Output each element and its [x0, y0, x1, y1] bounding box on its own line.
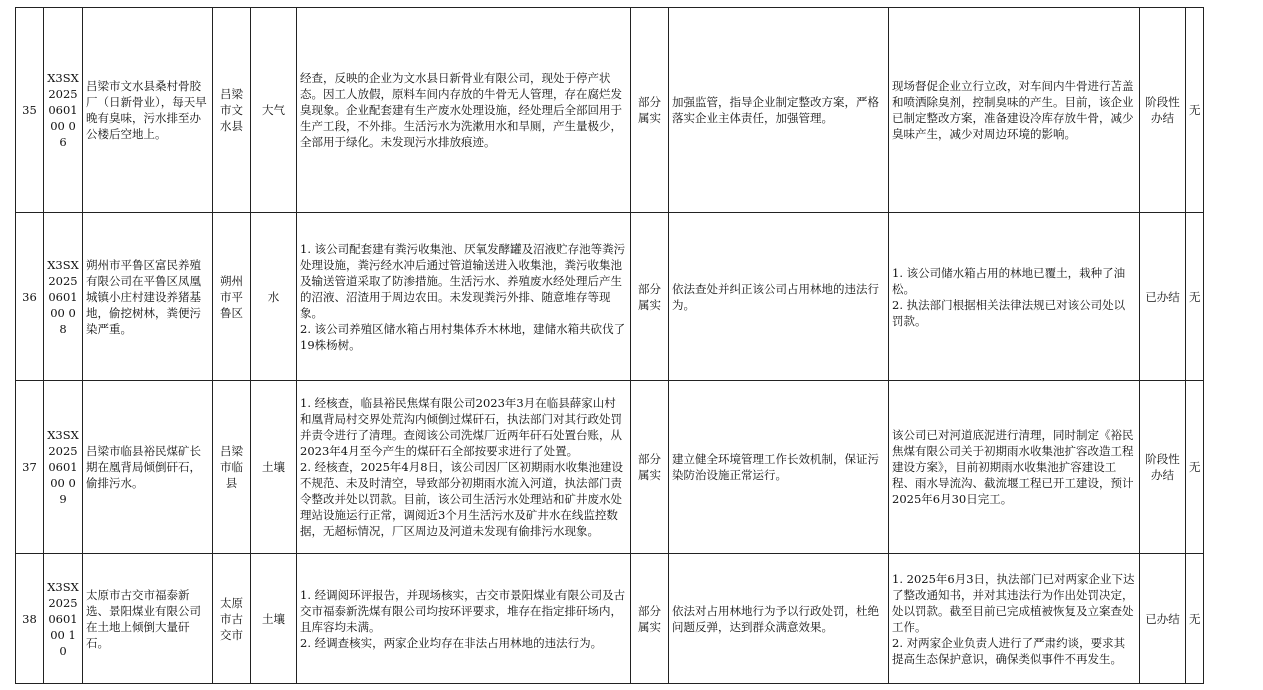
investigation-cell	[297, 554, 631, 684]
pollution-type-cell: 土壤	[251, 554, 297, 684]
table-row	[16, 213, 1204, 381]
result-paragraph: 2. 执法部门根据相关法律法规已对该公司处以罚款。	[892, 297, 1126, 328]
truth-cell: 部分属实	[631, 381, 669, 554]
case-id-cell: X3SX2025060100 10	[44, 554, 83, 684]
investigation-paragraph: 2. 经调查核实，两家企业均存在非法占用林地的违法行为。	[300, 635, 603, 650]
result-paragraph: 1. 2025年6月3日，执法部门已对两家企业下达了整改通知书，并对其违法行为作出处罚决定，处以罚款。截至目前已完成植被恢复及立案查处工作。	[892, 571, 1135, 634]
case-id-cell: X3SX2025060100 09	[44, 381, 83, 554]
accountability-cell: 无	[1186, 381, 1204, 554]
complaint-table	[15, 7, 1204, 684]
measures-cell: 建立健全环境管理工作长效机制，保证污染防治设施正常运行。	[669, 381, 889, 554]
city-cell: 吕梁市临县	[213, 381, 251, 554]
investigation-paragraph: 2. 该公司养殖区储水箱占用村集体乔木林地，建储水箱共砍伐了19株杨树。	[300, 321, 626, 352]
truth-cell: 部分属实	[631, 213, 669, 381]
measures-cell: 依法查处并纠正该公司占用林地的违法行为。	[669, 213, 889, 381]
measures-cell: 加强监管，指导企业制定整改方案，严格落实企业主体责任，加强管理。	[669, 8, 889, 213]
status-cell: 阶段性办结	[1140, 381, 1186, 554]
investigation-cell: 经查，反映的企业为文水县日新骨业有限公司，现处于停产状态。因工人放假，原料车间内存放的牛骨无人管理，存在腐烂发臭现象。企业配套建有生产废水处理设施，经处理后全部回用于生产工段，不外排。生活污水为洗漱用水和旱厕，产生量极少，全部用于绿化。未发现污水排放痕迹。	[297, 8, 631, 213]
status-cell: 已办结	[1140, 213, 1186, 381]
accountability-cell: 无	[1186, 554, 1204, 684]
city-cell: 朔州市平鲁区	[213, 213, 251, 381]
seq-cell: 35	[16, 8, 44, 213]
case-id-cell: X3SX2025060100 06	[44, 8, 83, 213]
seq-cell: 36	[16, 213, 44, 381]
result-cell: 现场督促企业立行立改，对车间内牛骨进行苫盖和喷洒除臭剂，控制臭味的产生。目前，该企业已制定整改方案，准备建设冷库存放牛骨，减少臭味产生，减少对周边环境的影响。	[889, 8, 1140, 213]
investigation-cell	[297, 381, 631, 554]
accountability-cell: 无	[1186, 8, 1204, 213]
result-cell: 该公司已对河道底泥进行清理，同时制定《裕民焦煤有限公司关于初期雨水收集池扩容改造工程建设方案》，目前初期雨水收集池扩容建设工程、雨水导流沟、截流堰工程已开工建设，预计2025年6月30日完工。	[889, 381, 1140, 554]
table-row	[16, 554, 1204, 684]
measures-cell: 依法对占用林地行为予以行政处罚，杜绝问题反弹，达到群众满意效果。	[669, 554, 889, 684]
truth-cell: 部分属实	[631, 554, 669, 684]
table-row	[16, 8, 1204, 213]
investigation-paragraph: 1. 经调阅环评报告，并现场核实，古交市景阳煤业有限公司及古交市福泰新洗煤有限公司均按环评要求，堆存在指定排矸场内，且库容均未满。	[300, 587, 626, 634]
truth-cell: 部分属实	[631, 8, 669, 213]
investigation-text	[300, 395, 627, 539]
table-row	[16, 381, 1204, 554]
result-cell	[889, 213, 1140, 381]
city-cell: 太原市古交市	[213, 554, 251, 684]
result-paragraph: 1. 该公司储水箱占用的林地已覆土，栽种了油松。	[892, 265, 1126, 296]
complaint-cell: 太原市古交市福泰新选、景阳煤业有限公司在土地上倾倒大量矸石。	[83, 554, 213, 684]
investigation-paragraph: 1. 经核查，临县裕民焦煤有限公司2023年3月在临县薛家山村和凰背局村交界处荒沟内倾倒过煤矸石，执法部门对其行政处罚并责令进行了清理。查阅该公司洗煤厂近两年矸石处置台账，从2023年4月至今产生的煤矸石全部按要求进行了处置。	[300, 396, 622, 458]
complaint-cell: 朔州市平鲁区富民养殖有限公司在平鲁区凤凰城镇小庄村建设养猪基地，偷挖树林，粪便污染严重。	[83, 213, 213, 381]
seq-cell: 38	[16, 554, 44, 684]
investigation-paragraph: 1. 该公司配套建有粪污收集池、厌氧发酵罐及沼液贮存池等粪污处理设施，粪污经水冲后通过管道输送进入收集池，粪污收集池及输送管道采取了防渗措施。生活污水、养殖废水经处理后产生的沼液、沼渣用于周边农田。未发现粪污外排、随意堆存等现象。	[300, 241, 626, 320]
result-cell	[889, 554, 1140, 684]
status-cell: 阶段性办结	[1140, 8, 1186, 213]
complaint-cell: 吕梁市文水县桑村骨胶厂（日新骨业），每天早晚有臭味，污水排至办公楼后空地上。	[83, 8, 213, 213]
accountability-cell: 无	[1186, 213, 1204, 381]
result-paragraph: 2. 对两家企业负责人进行了严肃约谈，要求其提高生态保护意识，确保类似事件不再发生。	[892, 635, 1126, 666]
city-cell: 吕梁市文水县	[213, 8, 251, 213]
pollution-type-cell: 水	[251, 213, 297, 381]
pollution-type-cell: 大气	[251, 8, 297, 213]
pollution-type-cell: 土壤	[251, 381, 297, 554]
seq-cell: 37	[16, 381, 44, 554]
case-id-cell: X3SX2025060100 08	[44, 213, 83, 381]
investigation-paragraph: 2. 经核查，2025年4月8日，该公司因厂区初期雨水收集池建设不规范、未及时清空，导致部分初期雨水流入河道，执法部门责令整改并处以罚款。目前，该公司生活污水处理站和矿井废水处理站设施运行正常，调阅近3个月生活污水及矿井水在线监控数据，无超标情况，厂区周边及河道未发现有偷排污水现象。	[300, 460, 624, 538]
status-cell: 已办结	[1140, 554, 1186, 684]
investigation-cell	[297, 213, 631, 381]
complaint-cell: 吕梁市临县裕民煤矿长期在凰背局倾倒矸石，偷排污水。	[83, 381, 213, 554]
